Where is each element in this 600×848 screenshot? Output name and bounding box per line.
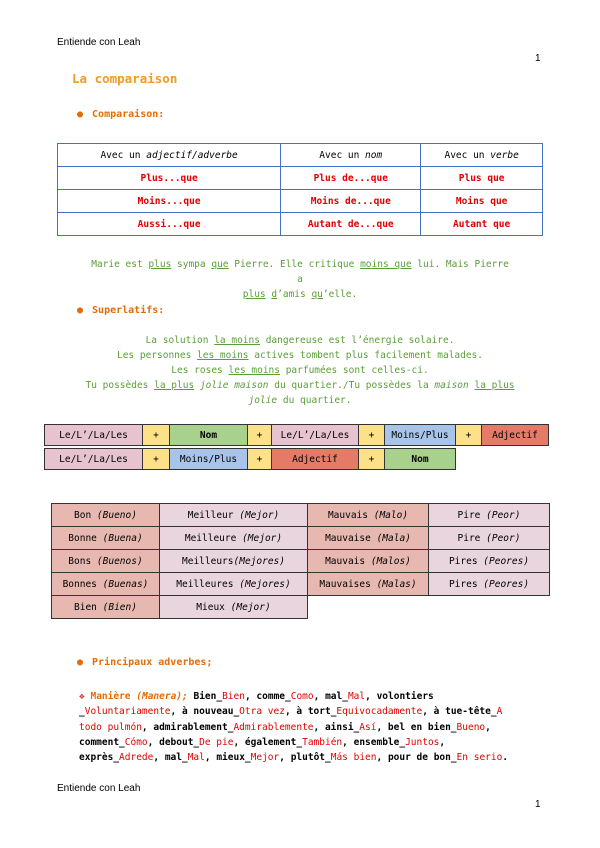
table-cell [160, 527, 308, 550]
table-header [58, 144, 281, 167]
table-cell [160, 550, 308, 573]
word: Meilleur [187, 509, 234, 521]
table-header [281, 144, 421, 167]
word: Meilleure [184, 532, 237, 544]
adverb-spanish: A todo pulmón [79, 706, 503, 733]
adverb-spanish: Bueno [456, 721, 486, 733]
adverb-french: , mieux_ [204, 752, 251, 764]
header-text: Avec un [100, 149, 147, 161]
adverb-french: , volontiers _ [79, 691, 434, 718]
adverb-spanish: Como [290, 691, 314, 702]
translation: (Mala) [376, 532, 411, 544]
header-page-number: 1 [535, 53, 541, 64]
table-cell [160, 596, 308, 619]
text: Les roses [171, 365, 229, 376]
adverb-category: Manière [90, 691, 131, 702]
adverb-spanish: Bien [222, 691, 245, 702]
structure-cell-moins-plus: Moins/Plus [169, 448, 248, 470]
underlined-word: moins que [360, 259, 412, 270]
underlined-word: la moins [214, 335, 260, 346]
empty-cell [308, 596, 429, 619]
word: Meilleures [176, 578, 234, 590]
underlined-word: plus [242, 289, 266, 300]
text: ’elle. [322, 289, 358, 300]
underlined-word: les moins [228, 365, 280, 376]
word: Bons [68, 555, 92, 567]
adverb-spanish: Voluntariamente [84, 706, 171, 718]
translation: (Mejores) [239, 578, 291, 590]
superlatif-examples [60, 333, 540, 408]
text: ’amis [277, 289, 312, 300]
section-label: Superlatifs: [92, 305, 165, 316]
text: du quartier. [277, 395, 352, 406]
structure-cell-adjective: Adjectif [481, 424, 549, 446]
table-header [421, 144, 543, 167]
adverb-spanish: Adrede [119, 752, 154, 764]
empty-cell [429, 596, 550, 619]
header-author: Entiende con Leah [57, 37, 141, 48]
translation: (Peores) [483, 555, 530, 567]
adverb-french: Bien_ [193, 691, 223, 702]
text: Les personnes [116, 350, 198, 361]
table-row [52, 573, 550, 596]
text: La solution [145, 335, 215, 346]
text: lui. Mais Pierre a [297, 259, 509, 285]
text: Tu possèdes [85, 380, 155, 391]
table-cell: Aussi...que [58, 213, 281, 236]
underlined-word: les moins [197, 350, 249, 361]
table-cell: Plus de...que [281, 167, 421, 190]
word: Bonne [68, 532, 97, 544]
adverb-french: , comme_ [244, 691, 291, 702]
table-cell [308, 504, 429, 527]
adverb-spanish: Mal [187, 752, 205, 764]
adverb-spanish: Cómo [124, 736, 148, 748]
structure-cell-article: Le/L’/La/Les [271, 424, 359, 446]
table-cell: Plus que [421, 167, 543, 190]
word: Pire [457, 509, 481, 521]
table-cell: Moins que [421, 190, 543, 213]
text: actives tombent plus facilement malades. [248, 350, 484, 361]
word: Bien [74, 601, 97, 613]
comparison-table [57, 143, 543, 236]
table-row [52, 527, 550, 550]
translation: (Buena) [102, 532, 143, 544]
adverb-spanish: Mejor [250, 752, 280, 764]
table-row [52, 596, 550, 619]
table-row [52, 550, 550, 573]
table-cell [308, 527, 429, 550]
word: Mauvais [325, 555, 366, 567]
table-cell [308, 550, 429, 573]
structure-cell-noun: Nom [384, 448, 456, 470]
adverb-spanish: Más bien [330, 752, 377, 764]
translation: (Mejores) [233, 555, 285, 567]
translation: (Malo) [373, 509, 409, 521]
structure-cell-plus: + [142, 448, 170, 470]
bullet-dot-icon: ● [77, 657, 84, 668]
header-emphasis: verbe [490, 149, 519, 161]
table-row [58, 167, 543, 190]
word: Meilleurs [182, 555, 234, 567]
structure-cell-article: Le/L’/La/Les [44, 448, 143, 470]
table-cell: Moins de...que [281, 190, 421, 213]
adverb-spanish: Otra vez [239, 706, 285, 718]
diamond-bullet-icon: ❖ [79, 691, 85, 702]
table-cell: Plus...que [58, 167, 281, 190]
table-cell [52, 550, 160, 573]
header-emphasis: adjectif/adverbe [146, 149, 238, 161]
underlined-word: la plus [154, 380, 195, 391]
table-cell [308, 573, 429, 596]
adverb-french: , plutôt_ [279, 752, 331, 764]
header-text: Avec un [319, 149, 366, 161]
irregular-comparatives-table [51, 503, 550, 619]
adverb-category-translation: (Manera); [136, 691, 188, 702]
adverb-french: . [502, 752, 509, 764]
section-superlatifs [77, 305, 164, 316]
adverb-spanish: Equivocadamente [336, 706, 423, 718]
table-row [58, 213, 543, 236]
translation: (Malas) [376, 578, 417, 590]
italic-word: jolie maison [194, 380, 269, 391]
section-comparaison [77, 109, 164, 120]
adverb-french: , mal_ [153, 752, 188, 764]
word: Bon [74, 509, 92, 521]
text: parfumées sont celles-ci. [279, 365, 429, 376]
adverb-spanish: Mal [347, 691, 366, 702]
adverb-french: , comment_ [79, 721, 491, 748]
word: Pires [448, 555, 478, 567]
translation: (Peor) [486, 532, 521, 544]
structure-cell-plus: + [247, 448, 272, 470]
adverb-spanish: Admirablemente [233, 721, 314, 733]
underlined-word: qu [311, 289, 323, 300]
structure-cell-plus: + [358, 424, 385, 446]
word: Pires [448, 578, 478, 590]
word: Mauvais [327, 509, 368, 521]
superlatif-structure-row-1 [44, 424, 548, 446]
translation: (Mejor) [242, 532, 283, 544]
table-cell [429, 504, 550, 527]
adverbs-list [79, 689, 519, 765]
translation: (Mejor) [239, 509, 280, 521]
adverb-french: , debout_ [147, 736, 200, 748]
text: Marie est [91, 259, 149, 270]
text: du quartier./Tu possèdes la [268, 380, 435, 391]
adverb-french: , à nouveau_ [170, 706, 240, 718]
table-cell [52, 596, 160, 619]
text: dangereuse est l’énergie solaire. [259, 335, 455, 346]
word: Bonnes [62, 578, 97, 590]
table-cell [160, 573, 308, 596]
translation: (Buenos) [96, 555, 143, 567]
section-adverbes [77, 657, 212, 668]
word: Mieux [196, 601, 225, 613]
text: Pierre. Elle critique [228, 259, 361, 270]
table-cell [429, 573, 550, 596]
adverb-spanish: También [302, 736, 343, 748]
word: Mauvaise [325, 532, 371, 544]
footer-page-number: 1 [535, 799, 541, 810]
section-label: Principaux adverbes; [92, 657, 213, 668]
adverb-french: , exprès_ [79, 736, 446, 764]
italic-word: maison [434, 380, 469, 391]
header-emphasis: nom [365, 149, 383, 161]
bullet-dot-icon: ● [77, 109, 84, 120]
structure-cell-plus: + [358, 448, 385, 470]
translation: (Buenas) [102, 578, 149, 590]
table-cell: Autant de...que [281, 213, 421, 236]
table-cell: Autant que [421, 213, 543, 236]
structure-cell-article: Le/L’/La/Les [44, 424, 143, 446]
table-cell: Moins...que [58, 190, 281, 213]
structure-cell-plus: + [247, 424, 272, 446]
translation: (Malos) [370, 555, 411, 567]
footer-author: Entiende con Leah [57, 783, 141, 794]
table-cell [52, 527, 160, 550]
adverb-spanish: Juntos [405, 736, 440, 748]
text: sympa [171, 259, 212, 270]
table-cell [52, 573, 160, 596]
translation: (Peores) [483, 578, 530, 590]
translation: (Peor) [486, 509, 521, 521]
adverb-french: , admirablement_ [141, 721, 234, 733]
structure-cell-noun: Nom [169, 424, 248, 446]
word: Pire [457, 532, 481, 544]
translation: (Mejor) [230, 601, 271, 613]
table-cell [429, 550, 550, 573]
section-label: Comparaison: [92, 109, 165, 120]
header-text: Avec un [444, 149, 491, 161]
table-cell [429, 527, 550, 550]
superlatif-structure-row-2 [44, 448, 455, 470]
structure-cell-plus: + [142, 424, 170, 446]
adverb-french: , à tue-tête_ [422, 706, 497, 718]
comparison-example [90, 257, 510, 302]
adverb-french: , pour de bon_ [376, 752, 457, 764]
structure-cell-moins-plus: Moins/Plus [384, 424, 456, 446]
adverb-french: , à tort_ [284, 706, 337, 718]
table-row [58, 190, 543, 213]
translation: (Bueno) [96, 509, 137, 521]
structure-cell-plus: + [455, 424, 482, 446]
underlined-word: plus [148, 259, 172, 270]
table-cell [160, 504, 308, 527]
structure-cell-adjective: Adjectif [271, 448, 359, 470]
translation: (Bien) [102, 601, 137, 613]
underlined-word: d [271, 289, 278, 300]
adverb-french: , également_ [233, 736, 303, 748]
italic-word: jolie [248, 395, 278, 406]
underlined-word: que [211, 259, 229, 270]
page-title: La comparaison [72, 71, 178, 86]
table-cell [52, 504, 160, 527]
adverb-french: , ainsi_ [313, 721, 360, 733]
adverb-french: , mal_ [313, 691, 348, 702]
table-row [52, 504, 550, 527]
adverb-french: , bel en bien_ [376, 721, 457, 733]
word: Mauvaises [319, 578, 371, 590]
underlined-word: la plus [474, 380, 515, 391]
adverb-spanish: Así [359, 721, 377, 733]
adverb-french: , ensemble_ [342, 736, 406, 748]
adverb-spanish: De pie [199, 736, 234, 748]
bullet-dot-icon: ● [77, 305, 84, 316]
adverb-spanish: En serio [456, 752, 503, 764]
